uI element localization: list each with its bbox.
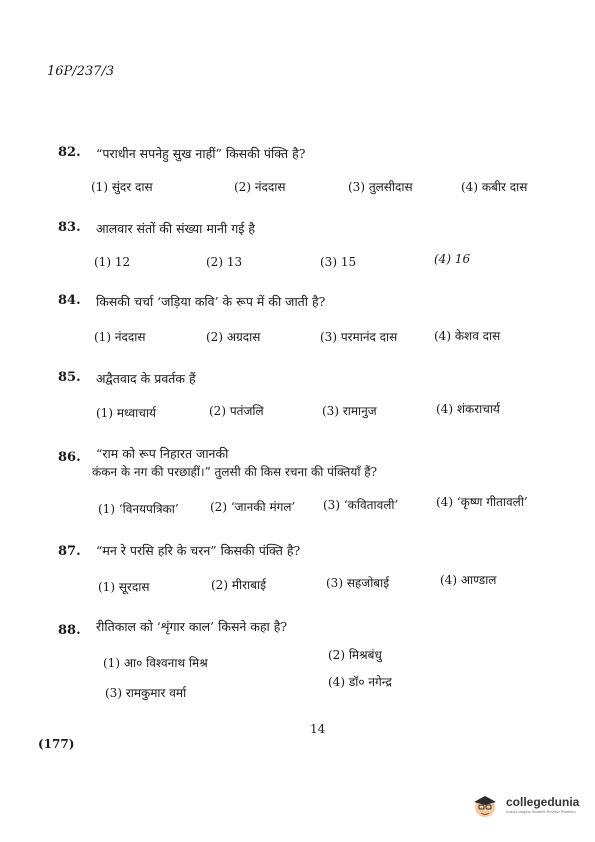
option-3: (3) 15 bbox=[320, 255, 357, 269]
option-2: (2) अग्रदास bbox=[206, 330, 261, 344]
option-4: (4) कबीर दास bbox=[461, 180, 528, 194]
student-avatar-icon bbox=[470, 790, 500, 820]
question-text: “पराधीन सपनेहु सुख नाहीं” किसकी पंक्ति है? bbox=[96, 146, 306, 161]
option-4: (4) डॉ० नगेन्द्र bbox=[328, 675, 392, 689]
option-3: (3) सहजोबाई bbox=[326, 576, 390, 590]
question-text: “मन रे परसि हरि के चरन” किसकी पंक्ति है? bbox=[96, 543, 301, 558]
option-1: (1) आ० विश्वनाथ मिश्र bbox=[103, 656, 208, 670]
option-4: (4) 16 bbox=[434, 252, 471, 266]
option-1: (1) ‘विनयपत्रिका’ bbox=[98, 502, 179, 516]
question-number: 82. bbox=[58, 145, 81, 160]
option-2: (2) ‘जानकी मंगल’ bbox=[210, 500, 296, 514]
option-3: (3) तुलसीदास bbox=[348, 180, 413, 194]
collegedunia-watermark bbox=[470, 790, 579, 820]
question-number: 85. bbox=[58, 370, 81, 385]
option-4: (4) शंकराचार्य bbox=[436, 402, 500, 416]
question-number: 86. bbox=[58, 450, 81, 465]
option-3: (3) रामकुमार वर्मा bbox=[105, 686, 187, 700]
question-text: अद्वैतवाद के प्रवर्तक हैं bbox=[96, 371, 196, 386]
option-2: (2) 13 bbox=[206, 255, 243, 269]
question-number: 84. bbox=[58, 293, 81, 308]
option-1: (1) मध्वाचार्य bbox=[96, 406, 156, 420]
option-2: (2) नंददास bbox=[234, 180, 286, 194]
option-2: (2) पतंजलि bbox=[209, 404, 264, 418]
option-4: (4) आण्डाल bbox=[440, 573, 497, 587]
option-2: (2) मिश्रबंधु bbox=[328, 648, 382, 662]
footer-code: (177) bbox=[38, 737, 75, 751]
option-4: (4) ‘कृष्ण गीतावली’ bbox=[436, 495, 528, 509]
option-3: (3) ‘कवितावली’ bbox=[323, 498, 399, 512]
option-1: (1) नंददास bbox=[94, 330, 146, 344]
question-text: “राम को रूप निहारत जानकी bbox=[96, 446, 229, 461]
option-1: (1) 12 bbox=[94, 255, 131, 269]
question-number: 88. bbox=[58, 623, 81, 638]
brand-name: collegedunia bbox=[506, 795, 580, 809]
question-text: रीतिकाल को ‘शृंगार काल’ किसने कहा है? bbox=[96, 619, 288, 634]
paper-code: 16P/237/3 bbox=[47, 64, 115, 79]
question-text: किसकी चर्चा ‘जड़िया कवि’ के रूप में की जाती है? bbox=[96, 294, 326, 309]
option-2: (2) मीराबाई bbox=[211, 578, 266, 592]
option-4: (4) केशव दास bbox=[434, 329, 501, 343]
question-text-line-2: कंकन के नग की परछाहीं।” तुलसी की किस रचना की पंक्तियाँ हैं? bbox=[92, 465, 378, 479]
option-1: (1) सुंदर दास bbox=[91, 180, 153, 194]
brand-tagline: India's largest Student Review Platform bbox=[506, 809, 576, 814]
option-3: (3) रामानुज bbox=[322, 404, 377, 418]
option-3: (3) परमानंद दास bbox=[320, 330, 398, 344]
question-number: 83. bbox=[58, 220, 81, 235]
question-number: 87. bbox=[58, 544, 81, 559]
page-number: 14 bbox=[310, 722, 326, 736]
option-1: (1) सूरदास bbox=[98, 580, 150, 594]
question-text: आलवार संतों की संख्या मानी गई है bbox=[96, 221, 255, 236]
